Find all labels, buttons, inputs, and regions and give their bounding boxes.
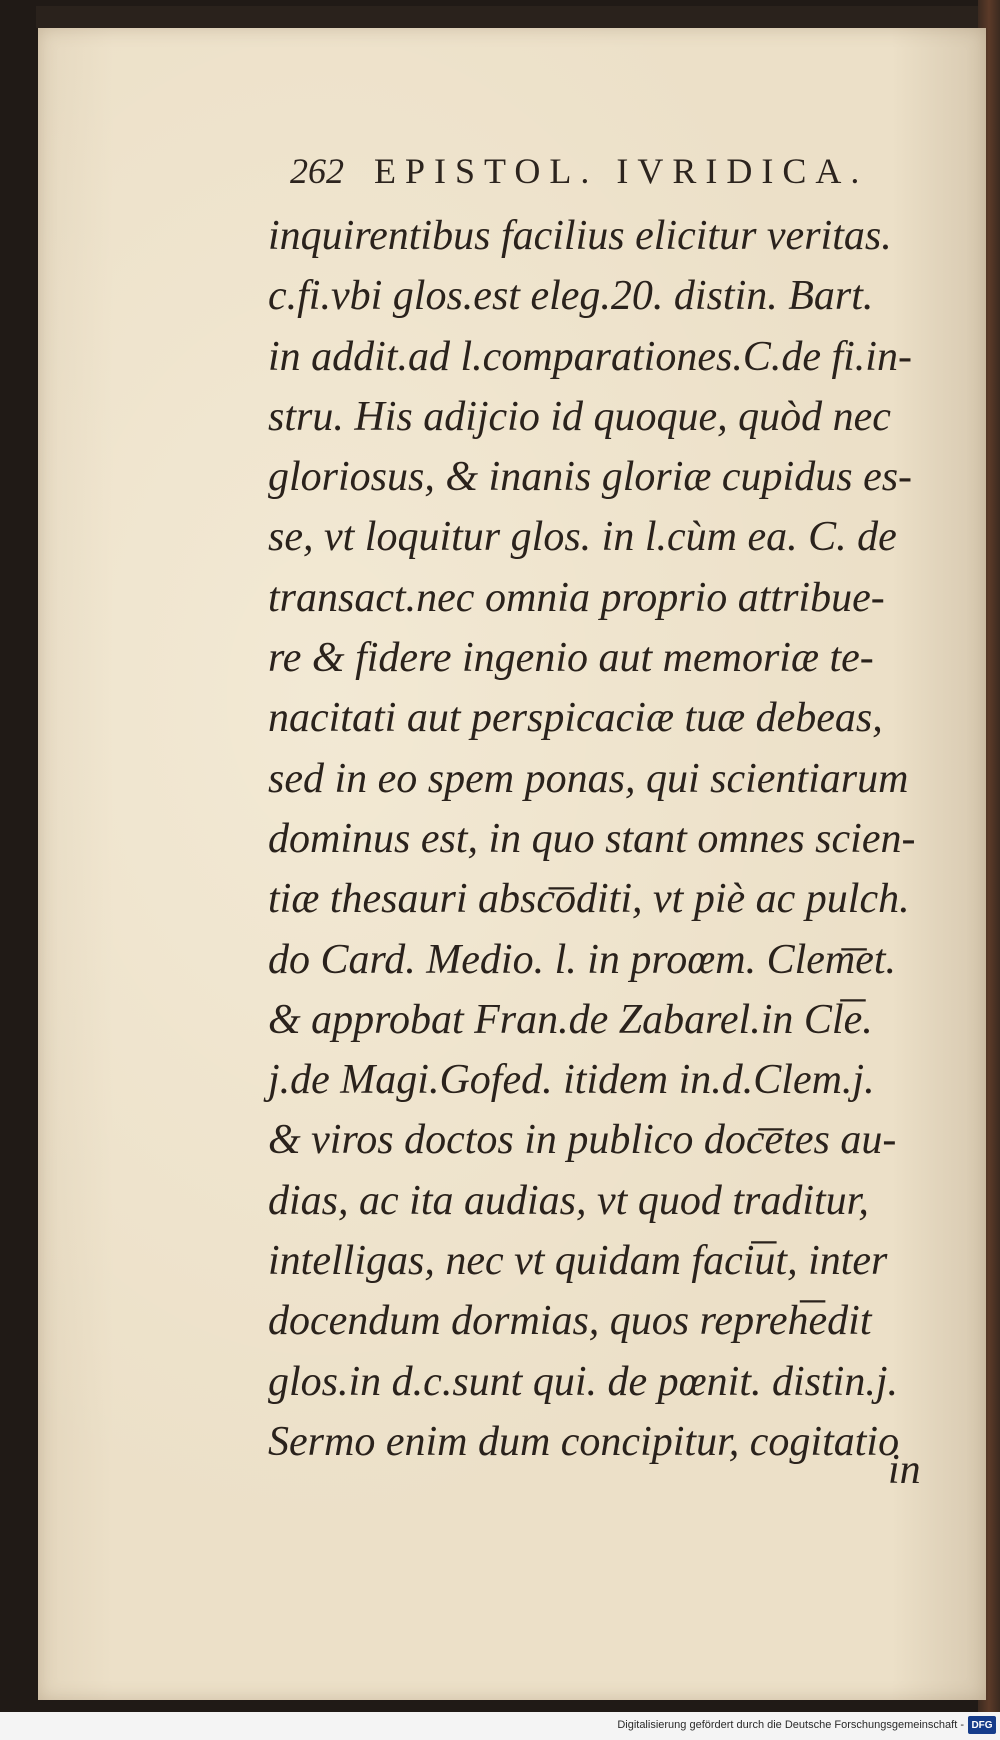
body-text: [268, 206, 954, 1472]
text-line: intelligas, nec vt quidam faci͞ut, inter: [268, 1238, 888, 1285]
text-line: dominus est, in quo stant omnes scien-: [268, 815, 916, 862]
text-line: re & fidere ingenio aut memoriæ te-: [268, 635, 874, 682]
text-line: & approbat Fran.de Zabarel.in Cl͞e.: [268, 996, 873, 1043]
digitization-footer: [0, 1712, 1000, 1740]
text-line: glos.in d.c.sunt qui. de pœnit. distin.j.: [268, 1358, 899, 1405]
text-line: dias, ac ita audias, vt quod traditur,: [268, 1177, 869, 1224]
text-line: gloriosus, & inanis gloriæ cupidus es-: [268, 454, 913, 501]
text-line: j.de Magi.Gofed. itidem in.d.Clem.j.: [268, 1057, 875, 1104]
page-number: 262: [290, 151, 344, 191]
text-line: do Card. Medio. l. in proœm. Clem͞et.: [268, 936, 897, 983]
text-line: sed in eo spem ponas, qui scientiarum: [268, 755, 909, 802]
text-line: transact.nec omnia proprio attribue-: [268, 574, 885, 621]
page-header: [290, 150, 910, 194]
text-line: & viros doctos in publico doc͞etes au-: [268, 1117, 897, 1164]
text-line: tiæ thesauri absc͞oditi, vt piè ac pulch.: [268, 876, 910, 923]
funding-credit: Digitalisierung gefördert durch die Deutsche Forschungsgemeinschaft -: [617, 1719, 964, 1731]
running-title: EPISTOL. IVRIDICA.: [374, 151, 869, 191]
text-line: Sermo enim dum concipitur, cogitatio: [268, 1418, 900, 1465]
text-line: in addit.ad l.comparationes.C.de fi.in-: [268, 333, 912, 380]
text-line: c.fi.vbi glos.est eleg.20. distin. Bart.: [268, 273, 874, 320]
text-line: stru. His adijcio id quoque, quòd nec: [268, 393, 891, 440]
page-edge-top: [36, 6, 986, 28]
text-line: docendum dormias, quos repreh͞edit: [268, 1298, 872, 1345]
text-line: se, vt loquitur glos. in l.cùm ea. C. de: [268, 514, 897, 561]
dfg-logo: DFG: [968, 1716, 996, 1734]
text-line: inquirentibus facilius elicitur veritas.: [268, 213, 892, 259]
catchword: in: [888, 1447, 921, 1493]
text-line: nacitati aut perspicaciæ tuæ debeas,: [268, 695, 883, 742]
